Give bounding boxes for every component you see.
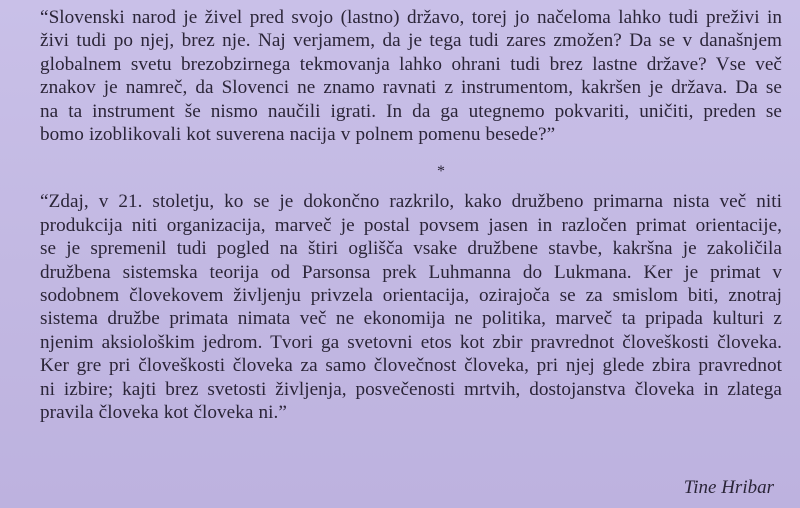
quote-line: živi tudi po njej, brez nje. Naj verjamem, da je tega tudi zares zmožen? Da se v današnjem xyxy=(40,30,782,52)
quote-line: Ker gre pri človeškosti človeka za samo človečnost človeka, pri njej glede zbira pravrednot xyxy=(40,355,782,377)
quote-line: se je spremenil tudi pogled na štiri oglišča vsake družbene stavbe, kakršna je zakoličila xyxy=(40,238,782,260)
author-signature: Tine Hribar xyxy=(683,477,774,498)
quote-line: na ta instrument še nismo naučili igrati. In da ga utegnemo pokvariti, uničiti, preden se xyxy=(40,100,782,122)
asterisk-separator: * xyxy=(437,163,445,181)
quote-line: sistema družbe primata nimata več ne ekonomija ne politika, marveč ta pripada kulturi z xyxy=(40,308,782,330)
quote-line: ni izbire; kajti brez svetosti življenja, posvečenosti mrtvih, dostojanstva človeka in zlatega xyxy=(40,378,782,400)
quote-line: znakov je namreč, da Slovenci ne znamo ravnati z instrumentom, kakršen je država. Da se xyxy=(40,77,782,99)
quote-first xyxy=(40,6,782,146)
quote-line: produkcija niti organizacija, marveč je postal povsem jasen in razločen primat orientacije, xyxy=(40,214,782,236)
quote-line: njenim aksiološkim jedrom. Tvori ga svetovni etos kot zbir pravrednot človeškosti človeka. xyxy=(40,331,782,353)
quote-line: bomo izoblikovali kot suverena nacija v polnem pomenu besede?” xyxy=(40,124,556,146)
quote-line: “Slovenski narod je živel pred svojo (lastno) državo, torej jo načeloma lahko tudi preživi in xyxy=(40,7,782,28)
quote-line: “Zdaj, v 21. stoletju, ko se je dokončno razkrilo, kako družbeno primarna nista več niti xyxy=(40,191,782,213)
quote-second xyxy=(40,190,782,424)
quote-line: družbena sistemska teorija od Parsonsa prek Luhmanna do Lukmana. Ker je primat v xyxy=(40,261,782,283)
quote-line: globalnem svetu brezobzirnega tekmovanja lahko ohrani tudi brez lastne države? Vse več xyxy=(40,53,782,75)
quote-line: sodobnem človekovem življenju privzela orientacija, ozirajoča se za smislom biti, znotraj xyxy=(40,285,782,307)
quote-line: pravila človeka kot človeka ni.” xyxy=(40,402,287,424)
